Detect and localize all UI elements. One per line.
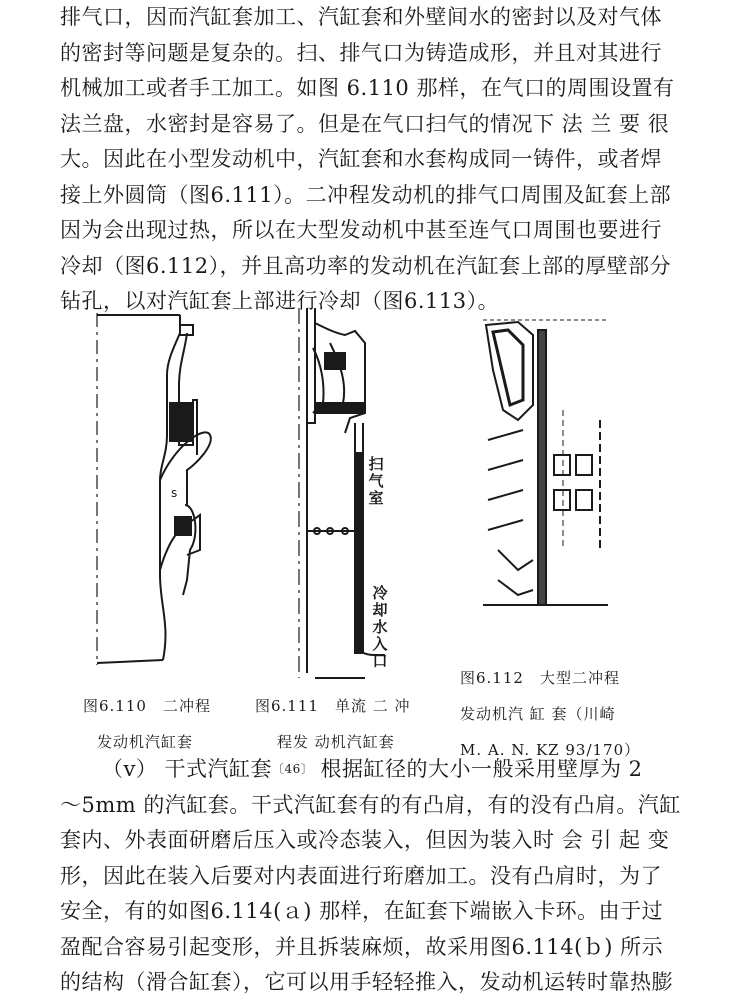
caption-line: 图6.110 二冲程 — [83, 697, 211, 715]
text-line — [60, 752, 700, 788]
text-line: 排气口，因而汽缸套加工、汽缸套和外壁间水的密封以及对气体 — [60, 5, 662, 29]
caption-line: 发动机汽 缸 套（川崎 — [460, 705, 616, 723]
text-line: 法兰盘，水密封是容易了。但是在气口扫气的情况下 法 兰 要 很 — [60, 111, 670, 136]
caption-line: 图6.112 大型二冲程 — [460, 669, 620, 687]
text-line: 钻孔，以对汽缸套上部进行冷却（图6.113）。 — [60, 289, 500, 313]
caption-line: 发动机汽缸套 — [97, 733, 194, 751]
figure-6-112-large-cylinder-liner-drawing — [478, 310, 618, 615]
caption-figure-6-111 — [255, 688, 410, 760]
text-line: 套内、外表面研磨后压入或冷态装入，但因为装入时 会 引 起 变 — [60, 828, 670, 852]
svg-text:s: s — [171, 486, 178, 500]
caption-line: 程发 动机汽缸套 — [277, 733, 395, 751]
body-paragraph-top — [60, 0, 700, 320]
label-scavenge-chamber: 扫气室 — [368, 455, 384, 507]
label-cooling-water-inlet: 冷却水入口 — [372, 584, 388, 670]
text-line: 机械加工或者手工加工。如图 6.110 那样，在气口的周围设置有 — [60, 76, 675, 100]
text-line: 冷却（图6.112），并且高功率的发动机在汽缸套上部的厚壁部分 — [60, 253, 672, 278]
text-line: ～5mm 的汽缸套。干式汽缸套有的有凸肩，有的没有凸肩。汽缸 — [60, 792, 681, 817]
caption-line: 图6.111 单流 二 冲 — [255, 697, 411, 715]
text-line: 的密封等问题是复杂的。扫、排气口为铸造成形，并且对其进行 — [60, 40, 662, 65]
figure-6-110-cylinder-liner-drawing — [75, 305, 235, 675]
caption-figure-6-110 — [83, 688, 211, 760]
text-line: 大。因此在小型发动机中，汽缸套和水套构成同一铸件，或者焊 — [60, 147, 662, 171]
text-span: 根据缸径的大小一般采用壁厚为 2 — [313, 757, 643, 781]
text-line: 形，因此在装入后要对内表面进行珩磨加工。没有凸肩时，为了 — [60, 863, 662, 888]
section-heading: （ⅴ） 干式汽缸套 — [102, 757, 273, 781]
text-line: 盈配合容易引起变形，并且拆装麻烦，故采用图6.114(ｂ) 所示 — [60, 934, 664, 959]
caption-line: M. A. N. KZ 93/170） — [460, 741, 641, 759]
text-line: 的结构（滑合缸套），它可以用手轻轻推入，发动机运转时靠热膨 — [60, 970, 673, 994]
text-line: 安全，有的如图6.114(ａ) 那样，在缸套下端嵌入卡环。由于过 — [60, 899, 664, 923]
text-line: 接上外圆筒（图6.111）。二冲程发动机的排气口周围及缸套上部 — [60, 182, 672, 207]
body-paragraph-bottom — [60, 752, 700, 1001]
reference-marker: 〔46〕 — [272, 762, 314, 776]
text-line: 因为会出现过热，所以在大型发动机中甚至连气口周围也要进行 — [60, 218, 662, 242]
